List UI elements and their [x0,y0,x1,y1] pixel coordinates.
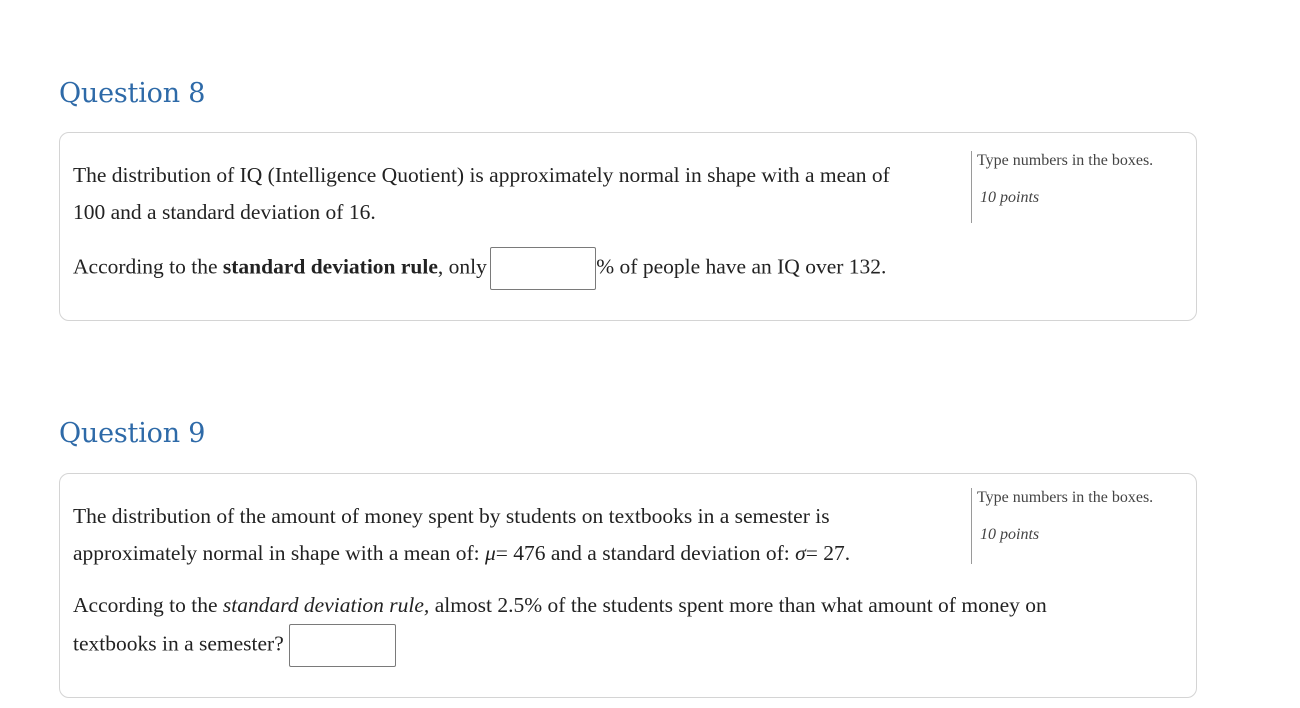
question-8-prompt-end: % of people have an IQ over 132. [596,254,887,279]
question-8-stem [73,157,973,231]
question-9-prompt-rest: almost 2.5% of the students spent more than what amount of money on [429,593,1047,617]
question-8-answer-input[interactable] [490,247,596,290]
question-9-stem [73,498,973,572]
question-8-stem-line1: The distribution of IQ (Intelligence Quotient) is approximately normal in shape with a mean of [73,163,890,187]
question-9-points: 10 points [980,526,1040,543]
question-8-info [971,151,1181,223]
question-9-stem-line2 [73,535,973,572]
question-9-answer-input[interactable] [289,624,396,667]
question-9-title: Question 9 [59,418,206,449]
question-9-prompt [73,586,1173,667]
question-9-stem-mean-value: = 476 and a standard deviation of: [495,541,796,565]
question-8-hint: Type numbers in the boxes. [977,152,1154,169]
question-9-stem-mean-label: approximately normal in shape with a mean of: [73,541,485,565]
question-9-prompt-line1 [73,586,1173,624]
question-9-stem-line1: The distribution of the amount of money spent by students on textbooks in a semester is [73,504,830,528]
question-9-prompt-start: According to the [73,593,223,617]
question-9-rule-emphasis: standard deviation rule, [222,593,430,617]
question-8-card [59,132,1197,321]
question-8-rule-emphasis: standard deviation rule [222,254,438,279]
mu-symbol: μ [484,541,496,565]
question-8-prompt [73,247,886,290]
question-9-card [59,473,1197,698]
question-9-info [971,488,1181,564]
question-8-points: 10 points [980,189,1040,206]
sigma-symbol: σ [795,541,806,565]
question-9-stem-sd-value: = 27. [805,541,851,565]
question-9-prompt-line2 [73,624,1173,667]
question-8-stem-line2: 100 and a standard deviation of 16. [73,200,376,224]
question-9-hint: Type numbers in the boxes. [977,489,1154,506]
question-8-prompt-start: According to the [73,254,223,279]
question-8-prompt-mid: , only [437,254,487,279]
question-8-title: Question 8 [59,78,206,109]
question-9-prompt-line2-text: textbooks in a semester? [73,631,284,656]
